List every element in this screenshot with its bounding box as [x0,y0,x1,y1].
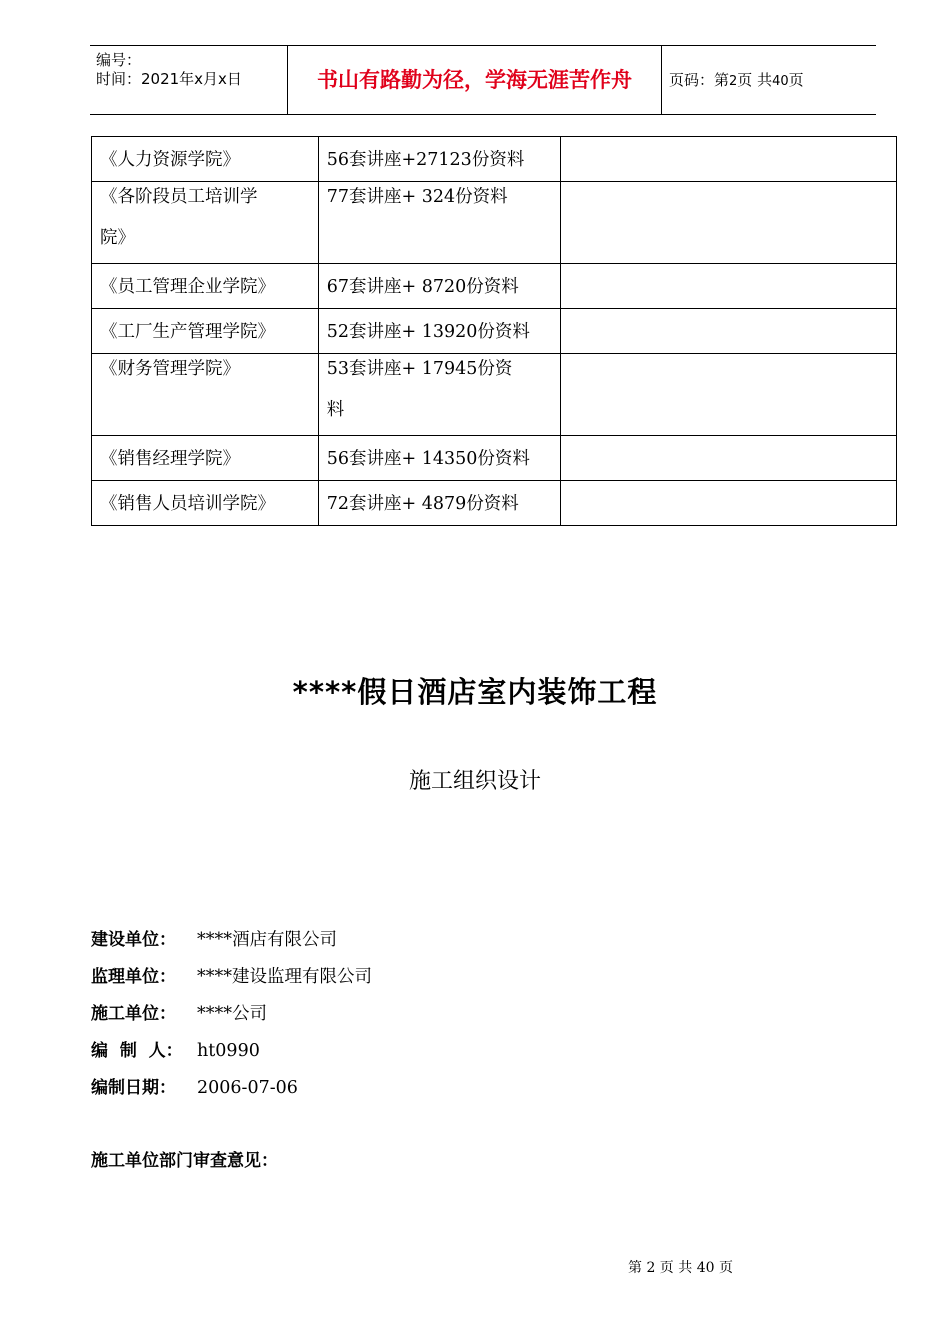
table-cell-note [561,264,897,309]
table-row [92,309,897,354]
table-cell-desc [318,354,561,436]
table-cell-name: 《财务管理学院》 [92,354,319,436]
page-total: 40 [772,74,789,89]
info-value: 2006-07-06 [197,1078,298,1098]
info-value: ****酒店有限公司 [197,930,337,950]
table-row [92,137,897,182]
info-row [91,959,372,996]
info-label: 建设单位： [91,930,176,950]
info-row [91,996,372,1033]
info-label: 监理单位： [91,967,176,987]
table-cell-name: 《销售经理学院》 [92,436,319,481]
table-cell-name: 《销售人员培训学院》 [92,481,319,526]
number-label: 编号： [96,51,142,69]
table-cell-desc: 52套讲座+ 13920份资料 [318,309,561,354]
page-prefix: 页码：第 [669,71,730,89]
course-table [91,136,897,526]
table-cell-note [561,436,897,481]
table-row [92,182,897,264]
header-motto: 书山有路勤为径，学海无涯苦作舟 [287,46,662,114]
table-cell-note [561,137,897,182]
table-cell-name: 《人力资源学院》 [92,137,319,182]
page-header [90,45,876,115]
header-meta [90,46,287,114]
review-opinion-label: 施工单位部门审查意见： [91,1151,278,1171]
time-label: 时间：2021年x月x日 [96,70,242,88]
table-row [92,436,897,481]
table-cell-desc-line2: 料 [326,400,345,420]
table-row [92,354,897,436]
table-cell-note [561,481,897,526]
info-value: ****建设监理有限公司 [197,967,372,987]
page-number: 2 [729,74,738,89]
table-cell-desc: 56套讲座+27123份资料 [318,137,561,182]
table-cell-name: 《工厂生产管理学院》 [92,309,319,354]
table-cell-desc: 56套讲座+ 14350份资料 [318,436,561,481]
table-cell-desc-line1: 53套讲座+ 17945份资 [326,359,513,379]
table-cell-name: 《员工管理企业学院》 [92,264,319,309]
info-label: 编制日期： [91,1078,176,1098]
info-label: 施工单位： [91,1004,176,1024]
table-cell-name-line1: 《各阶段员工培训学 [100,187,258,207]
table-row [92,264,897,309]
table-cell-desc: 77套讲座+ 324份资料 [318,182,561,264]
page-footer: 第 2 页 共 40 页 [628,1260,733,1276]
page-mid: 页 共 [737,71,773,89]
document-subtitle: 施工组织设计 [408,769,541,794]
table-cell-note [561,309,897,354]
info-label: 编 制 人： [91,1041,183,1061]
table-cell-name [92,182,319,264]
table-cell-desc: 72套讲座+ 4879份资料 [318,481,561,526]
page-suffix: 页 [788,71,804,89]
info-value: ****公司 [197,1004,267,1024]
info-row [91,922,372,959]
info-row [91,1070,372,1107]
project-info [91,922,372,1107]
table-cell-note [561,182,897,264]
table-row [92,481,897,526]
table-cell-name-line2: 院》 [100,228,135,248]
info-value: ht0990 [197,1041,260,1061]
table-cell-note [561,354,897,436]
header-page-info [661,46,876,114]
info-row [91,1033,372,1070]
table-cell-desc: 67套讲座+ 8720份资料 [318,264,561,309]
document-title: ****假日酒店室内装饰工程 [292,675,658,709]
